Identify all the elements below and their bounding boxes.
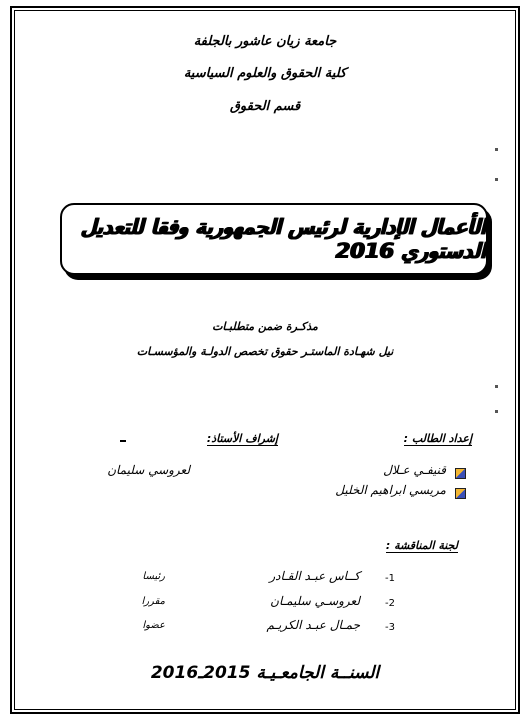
supervisor-label: إشراف الأستاذ: bbox=[206, 432, 278, 445]
bullet-icon bbox=[455, 488, 466, 499]
committee-num-3: -3 bbox=[385, 622, 395, 633]
committee-role-3: عضوا bbox=[142, 620, 165, 631]
committee-name-1: كــاس عبـد القـادر bbox=[269, 569, 360, 583]
student-name-1: قنيفـي عـلال bbox=[383, 463, 446, 477]
bullet-icon bbox=[455, 468, 466, 479]
department-name: قسم الحقوق bbox=[229, 99, 301, 114]
thesis-title: الأعمال الإدارية لرئيس الجمهورية وفقا للتعديل الدستوري 2016 bbox=[80, 215, 486, 263]
committee-name-3: جمـال عبـد الكريـم bbox=[266, 618, 360, 632]
committee-role-2: مقررا bbox=[141, 596, 165, 607]
faculty-name: كلية الحقوق والعلوم السياسية bbox=[183, 66, 347, 81]
student-name-2: مريسي ابراهيم الخليل bbox=[335, 483, 446, 497]
decorative-dot bbox=[495, 178, 498, 181]
thesis-title-box bbox=[60, 203, 488, 275]
decorative-dot bbox=[495, 385, 498, 388]
decorative-dot bbox=[495, 410, 498, 413]
decorative-dash bbox=[120, 440, 126, 442]
committee-num-2: -2 bbox=[385, 598, 395, 609]
committee-name-2: لعروسـي سليمـان bbox=[270, 594, 360, 608]
students-label: إعداد الطالب : bbox=[403, 432, 472, 445]
subtitle-line-2: نيل شهـادة الماستـر حقوق تخصص الدولـة والمؤسسـات bbox=[136, 345, 394, 358]
committee-label: لجنة المناقشة : bbox=[385, 539, 458, 552]
academic-year: السنــة الجامعـيـة 2015ـ2016 bbox=[150, 663, 380, 683]
university-name: جامعة زيان عاشور بالجلفة bbox=[193, 34, 337, 49]
committee-num-1: -1 bbox=[385, 573, 395, 584]
page-border-inner bbox=[14, 10, 516, 710]
supervisor-name: لعروسي سليمان bbox=[107, 463, 190, 477]
committee-role-1: رئيسا bbox=[142, 571, 165, 582]
subtitle-line-1: مذكـرة ضمن متطلبـات bbox=[212, 320, 318, 333]
decorative-dot bbox=[495, 148, 498, 151]
